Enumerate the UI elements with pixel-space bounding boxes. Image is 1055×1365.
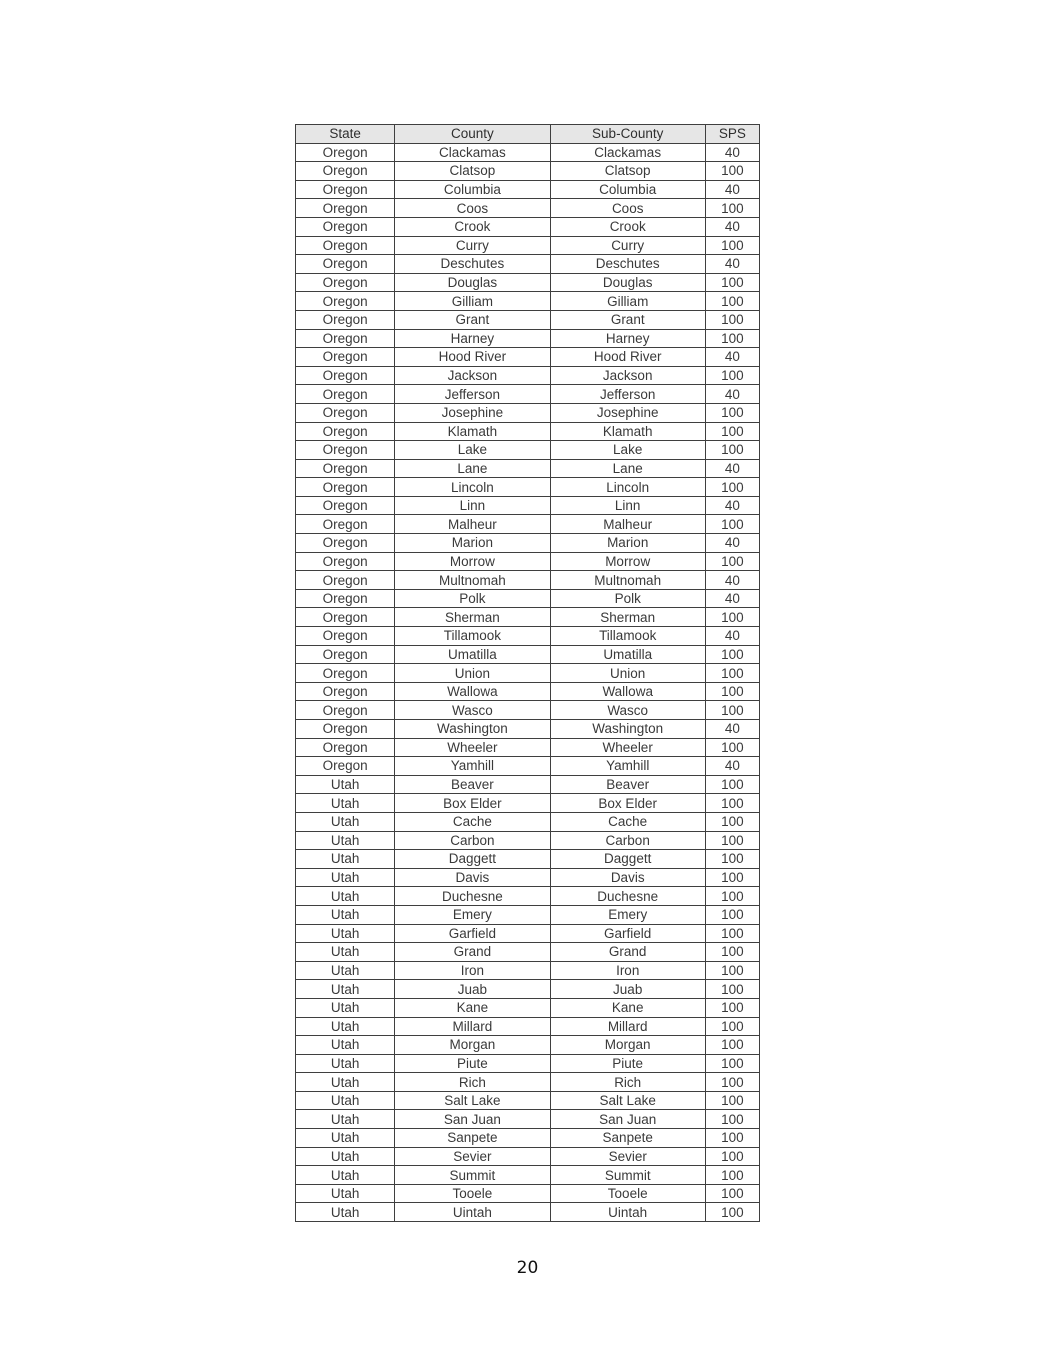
sps-cell: 40 — [705, 571, 759, 590]
sps-cell: 100 — [705, 329, 759, 348]
state-cell: Oregon — [296, 385, 395, 404]
sps-cell: 100 — [705, 961, 759, 980]
county-cell: Gilliam — [395, 292, 550, 311]
sub-county-cell: Harney — [550, 329, 705, 348]
state-cell: Oregon — [296, 496, 395, 515]
table-row — [296, 459, 760, 478]
county-cell: Union — [395, 664, 550, 683]
sps-cell: 100 — [705, 1091, 759, 1110]
sub-county-cell: Morrow — [550, 552, 705, 571]
sub-county-cell: Clatsop — [550, 162, 705, 181]
table-row — [296, 1073, 760, 1092]
sps-cell: 100 — [705, 980, 759, 999]
sps-cell: 40 — [705, 385, 759, 404]
sub-county-cell: Curry — [550, 236, 705, 255]
state-cell: Oregon — [296, 422, 395, 441]
table-row — [296, 1129, 760, 1148]
sub-county-cell: Yamhill — [550, 757, 705, 776]
county-cell: Daggett — [395, 850, 550, 869]
state-cell: Utah — [296, 1036, 395, 1055]
sps-cell: 100 — [705, 905, 759, 924]
state-cell: Utah — [296, 794, 395, 813]
sps-cell: 100 — [705, 1054, 759, 1073]
state-cell: Oregon — [296, 627, 395, 646]
table-row — [296, 980, 760, 999]
table-row — [296, 943, 760, 962]
sps-cell: 100 — [705, 366, 759, 385]
table-row — [296, 720, 760, 739]
sps-cell: 100 — [705, 478, 759, 497]
sub-county-cell: Emery — [550, 905, 705, 924]
sub-county-cell: Jefferson — [550, 385, 705, 404]
table-header — [296, 125, 760, 144]
county-cell: Cache — [395, 812, 550, 831]
sub-county-cell: Cache — [550, 812, 705, 831]
sub-county-cell: Morgan — [550, 1036, 705, 1055]
county-cell: Tooele — [395, 1184, 550, 1203]
county-cell: Sevier — [395, 1147, 550, 1166]
county-cell: Marion — [395, 534, 550, 553]
state-cell: Oregon — [296, 162, 395, 181]
state-cell: Oregon — [296, 757, 395, 776]
state-cell: Utah — [296, 961, 395, 980]
state-cell: Oregon — [296, 664, 395, 683]
state-cell: Oregon — [296, 366, 395, 385]
table-row — [296, 627, 760, 646]
sub-county-cell: Hood River — [550, 348, 705, 367]
sub-county-cell: Grant — [550, 310, 705, 329]
sps-cell: 100 — [705, 1166, 759, 1185]
sps-cell: 100 — [705, 682, 759, 701]
county-cell: Beaver — [395, 775, 550, 794]
county-cell: Millard — [395, 1017, 550, 1036]
sub-county-cell: Union — [550, 664, 705, 683]
sps-cell: 100 — [705, 1203, 759, 1222]
sub-county-cell: Duchesne — [550, 887, 705, 906]
county-cell: Curry — [395, 236, 550, 255]
county-cell: Umatilla — [395, 645, 550, 664]
sub-county-cell: Wheeler — [550, 738, 705, 757]
county-cell: Clatsop — [395, 162, 550, 181]
sub-county-cell: Multnomah — [550, 571, 705, 590]
state-cell: Utah — [296, 1203, 395, 1222]
state-cell: Utah — [296, 775, 395, 794]
sub-county-cell: Sevier — [550, 1147, 705, 1166]
state-cell: Utah — [296, 980, 395, 999]
sub-county-cell: Lane — [550, 459, 705, 478]
table-row — [296, 496, 760, 515]
sub-county-cell: Gilliam — [550, 292, 705, 311]
state-cell: Utah — [296, 831, 395, 850]
county-cell: Kane — [395, 998, 550, 1017]
sps-cell: 100 — [705, 608, 759, 627]
table-row — [296, 794, 760, 813]
state-cell: Utah — [296, 1147, 395, 1166]
table-row — [296, 645, 760, 664]
table-row — [296, 1091, 760, 1110]
sub-county-cell: Grand — [550, 943, 705, 962]
state-cell: Oregon — [296, 217, 395, 236]
table-row — [296, 998, 760, 1017]
sub-county-cell: Washington — [550, 720, 705, 739]
sub-county-cell: Rich — [550, 1073, 705, 1092]
sps-cell: 100 — [705, 1147, 759, 1166]
table-row — [296, 143, 760, 162]
header-county: County — [395, 125, 550, 144]
county-cell: Garfield — [395, 924, 550, 943]
sps-cell: 100 — [705, 775, 759, 794]
state-cell: Utah — [296, 943, 395, 962]
sps-cell: 100 — [705, 831, 759, 850]
sps-cell: 100 — [705, 1129, 759, 1148]
county-cell: Carbon — [395, 831, 550, 850]
state-cell: Oregon — [296, 515, 395, 534]
county-cell: Lake — [395, 441, 550, 460]
county-cell: Grant — [395, 310, 550, 329]
sub-county-cell: Lincoln — [550, 478, 705, 497]
state-cell: Oregon — [296, 236, 395, 255]
county-cell: Polk — [395, 589, 550, 608]
table-row — [296, 757, 760, 776]
sub-county-cell: Columbia — [550, 180, 705, 199]
sub-county-cell: Beaver — [550, 775, 705, 794]
county-cell: Lane — [395, 459, 550, 478]
sub-county-cell: Crook — [550, 217, 705, 236]
table-row — [296, 162, 760, 181]
state-cell: Oregon — [296, 180, 395, 199]
state-cell: Oregon — [296, 403, 395, 422]
sps-cell: 100 — [705, 664, 759, 683]
sub-county-cell: Clackamas — [550, 143, 705, 162]
sps-cell: 100 — [705, 292, 759, 311]
state-cell: Utah — [296, 850, 395, 869]
table-row — [296, 1184, 760, 1203]
state-cell: Oregon — [296, 292, 395, 311]
table-row — [296, 571, 760, 590]
sub-county-cell: Piute — [550, 1054, 705, 1073]
state-cell: Oregon — [296, 310, 395, 329]
county-cell: Klamath — [395, 422, 550, 441]
sps-cell: 100 — [705, 441, 759, 460]
county-cell: Emery — [395, 905, 550, 924]
sub-county-cell: Wallowa — [550, 682, 705, 701]
state-cell: Utah — [296, 868, 395, 887]
sps-cell: 100 — [705, 1036, 759, 1055]
county-cell: Juab — [395, 980, 550, 999]
sub-county-cell: Umatilla — [550, 645, 705, 664]
sps-cell: 100 — [705, 1073, 759, 1092]
county-cell: Morgan — [395, 1036, 550, 1055]
sps-cell: 40 — [705, 459, 759, 478]
state-cell: Oregon — [296, 459, 395, 478]
sub-county-cell: Carbon — [550, 831, 705, 850]
sps-cell: 100 — [705, 236, 759, 255]
table-row — [296, 310, 760, 329]
table-row — [296, 775, 760, 794]
sub-county-cell: Summit — [550, 1166, 705, 1185]
table-row — [296, 1110, 760, 1129]
sub-county-cell: Klamath — [550, 422, 705, 441]
state-cell: Oregon — [296, 255, 395, 274]
sps-cell: 100 — [705, 794, 759, 813]
county-cell: Iron — [395, 961, 550, 980]
state-cell: Utah — [296, 1054, 395, 1073]
table-row — [296, 831, 760, 850]
table-row — [296, 236, 760, 255]
sub-county-cell: Millard — [550, 1017, 705, 1036]
sps-cell: 40 — [705, 589, 759, 608]
sub-county-cell: Box Elder — [550, 794, 705, 813]
sps-cell: 100 — [705, 162, 759, 181]
sub-county-cell: Daggett — [550, 850, 705, 869]
table-row — [296, 273, 760, 292]
table-row — [296, 515, 760, 534]
county-cell: Sherman — [395, 608, 550, 627]
county-cell: Clackamas — [395, 143, 550, 162]
table-row — [296, 1036, 760, 1055]
county-cell: San Juan — [395, 1110, 550, 1129]
table-row — [296, 441, 760, 460]
state-cell: Utah — [296, 905, 395, 924]
state-cell: Oregon — [296, 682, 395, 701]
sub-county-cell: Tooele — [550, 1184, 705, 1203]
table-row — [296, 868, 760, 887]
sub-county-cell: San Juan — [550, 1110, 705, 1129]
state-cell: Oregon — [296, 273, 395, 292]
sps-cell: 100 — [705, 812, 759, 831]
sub-county-cell: Malheur — [550, 515, 705, 534]
county-cell: Wasco — [395, 701, 550, 720]
table-row — [296, 534, 760, 553]
county-cell: Davis — [395, 868, 550, 887]
header-row — [296, 125, 760, 144]
county-cell: Salt Lake — [395, 1091, 550, 1110]
sub-county-cell: Marion — [550, 534, 705, 553]
table-row — [296, 403, 760, 422]
county-cell: Crook — [395, 217, 550, 236]
county-cell: Douglas — [395, 273, 550, 292]
table-row — [296, 329, 760, 348]
sps-cell: 100 — [705, 924, 759, 943]
county-cell: Wallowa — [395, 682, 550, 701]
sps-cell: 100 — [705, 552, 759, 571]
sps-cell: 100 — [705, 515, 759, 534]
sps-cell: 100 — [705, 422, 759, 441]
state-cell: Oregon — [296, 348, 395, 367]
table-row — [296, 887, 760, 906]
header-sub-county: Sub-County — [550, 125, 705, 144]
table-row — [296, 905, 760, 924]
sub-county-cell: Coos — [550, 199, 705, 218]
state-cell: Oregon — [296, 534, 395, 553]
table-row — [296, 1166, 760, 1185]
sps-cell: 40 — [705, 720, 759, 739]
state-cell: Oregon — [296, 608, 395, 627]
county-cell: Piute — [395, 1054, 550, 1073]
sub-county-cell: Deschutes — [550, 255, 705, 274]
county-cell: Grand — [395, 943, 550, 962]
table-row — [296, 255, 760, 274]
county-cell: Uintah — [395, 1203, 550, 1222]
table-row — [296, 1203, 760, 1222]
state-cell: Oregon — [296, 645, 395, 664]
sps-cell: 100 — [705, 310, 759, 329]
sps-cell: 40 — [705, 143, 759, 162]
page-number: 20 — [516, 1258, 539, 1278]
sps-cell: 100 — [705, 850, 759, 869]
sub-county-cell: Douglas — [550, 273, 705, 292]
sps-cell: 100 — [705, 943, 759, 962]
sps-cell: 40 — [705, 348, 759, 367]
state-cell: Oregon — [296, 701, 395, 720]
table-row — [296, 682, 760, 701]
sps-cell: 100 — [705, 403, 759, 422]
sub-county-cell: Iron — [550, 961, 705, 980]
state-cell: Oregon — [296, 143, 395, 162]
state-cell: Oregon — [296, 552, 395, 571]
county-cell: Jefferson — [395, 385, 550, 404]
sub-county-cell: Garfield — [550, 924, 705, 943]
table-row — [296, 738, 760, 757]
state-cell: Utah — [296, 998, 395, 1017]
table-row — [296, 478, 760, 497]
state-cell: Utah — [296, 1091, 395, 1110]
sps-cell: 100 — [705, 701, 759, 720]
sps-cell: 100 — [705, 998, 759, 1017]
sub-county-cell: Tillamook — [550, 627, 705, 646]
table-row — [296, 850, 760, 869]
table-row — [296, 385, 760, 404]
state-cell: Utah — [296, 812, 395, 831]
sps-cell: 100 — [705, 199, 759, 218]
county-cell: Columbia — [395, 180, 550, 199]
sps-cell: 100 — [705, 1017, 759, 1036]
sub-county-cell: Davis — [550, 868, 705, 887]
table-row — [296, 701, 760, 720]
state-cell: Utah — [296, 1166, 395, 1185]
sub-county-cell: Polk — [550, 589, 705, 608]
sub-county-cell: Jackson — [550, 366, 705, 385]
table-row — [296, 961, 760, 980]
county-cell: Washington — [395, 720, 550, 739]
sps-cell: 100 — [705, 887, 759, 906]
table-row — [296, 664, 760, 683]
county-cell: Linn — [395, 496, 550, 515]
county-cell: Yamhill — [395, 757, 550, 776]
county-cell: Lincoln — [395, 478, 550, 497]
table-row — [296, 1147, 760, 1166]
county-cell: Harney — [395, 329, 550, 348]
county-cell: Jackson — [395, 366, 550, 385]
sps-cell: 100 — [705, 738, 759, 757]
county-cell: Malheur — [395, 515, 550, 534]
sub-county-cell: Lake — [550, 441, 705, 460]
county-cell: Morrow — [395, 552, 550, 571]
county-cell: Wheeler — [395, 738, 550, 757]
table-row — [296, 348, 760, 367]
table-row — [296, 589, 760, 608]
table-row — [296, 199, 760, 218]
sub-county-cell: Josephine — [550, 403, 705, 422]
county-cell: Coos — [395, 199, 550, 218]
county-cell: Deschutes — [395, 255, 550, 274]
table-row — [296, 608, 760, 627]
sub-county-cell: Uintah — [550, 1203, 705, 1222]
state-cell: Oregon — [296, 738, 395, 757]
table-row — [296, 422, 760, 441]
county-cell: Box Elder — [395, 794, 550, 813]
sub-county-cell: Linn — [550, 496, 705, 515]
sps-cell: 40 — [705, 217, 759, 236]
state-cell: Utah — [296, 887, 395, 906]
sub-county-cell: Salt Lake — [550, 1091, 705, 1110]
state-cell: Oregon — [296, 199, 395, 218]
table-row — [296, 292, 760, 311]
header-sps: SPS — [705, 125, 759, 144]
sps-cell: 40 — [705, 180, 759, 199]
state-cell: Utah — [296, 924, 395, 943]
sub-county-cell: Sanpete — [550, 1129, 705, 1148]
table-row — [296, 552, 760, 571]
sub-county-cell: Kane — [550, 998, 705, 1017]
table-row — [296, 180, 760, 199]
sps-cell: 40 — [705, 627, 759, 646]
table-row — [296, 812, 760, 831]
county-cell: Duchesne — [395, 887, 550, 906]
sps-cell: 100 — [705, 1110, 759, 1129]
sps-cell: 40 — [705, 534, 759, 553]
sps-table — [295, 124, 760, 1222]
table-row — [296, 217, 760, 236]
state-cell: Utah — [296, 1129, 395, 1148]
table-row — [296, 1017, 760, 1036]
state-cell: Utah — [296, 1184, 395, 1203]
state-cell: Oregon — [296, 571, 395, 590]
county-cell: Sanpete — [395, 1129, 550, 1148]
table-row — [296, 924, 760, 943]
table-body — [296, 143, 760, 1221]
sub-county-cell: Wasco — [550, 701, 705, 720]
county-cell: Rich — [395, 1073, 550, 1092]
state-cell: Utah — [296, 1073, 395, 1092]
state-cell: Utah — [296, 1110, 395, 1129]
state-cell: Oregon — [296, 441, 395, 460]
sps-cell: 100 — [705, 868, 759, 887]
state-cell: Oregon — [296, 478, 395, 497]
sps-cell: 40 — [705, 496, 759, 515]
header-state: State — [296, 125, 395, 144]
county-cell: Hood River — [395, 348, 550, 367]
state-cell: Oregon — [296, 720, 395, 739]
county-cell: Summit — [395, 1166, 550, 1185]
table-row — [296, 1054, 760, 1073]
sub-county-cell: Juab — [550, 980, 705, 999]
county-cell: Josephine — [395, 403, 550, 422]
sub-county-cell: Sherman — [550, 608, 705, 627]
county-cell: Multnomah — [395, 571, 550, 590]
table-row — [296, 366, 760, 385]
sps-cell: 100 — [705, 645, 759, 664]
sps-cell: 100 — [705, 1184, 759, 1203]
sps-cell: 100 — [705, 273, 759, 292]
state-cell: Oregon — [296, 329, 395, 348]
sps-cell: 40 — [705, 757, 759, 776]
sps-cell: 40 — [705, 255, 759, 274]
county-cell: Tillamook — [395, 627, 550, 646]
state-cell: Utah — [296, 1017, 395, 1036]
state-cell: Oregon — [296, 589, 395, 608]
